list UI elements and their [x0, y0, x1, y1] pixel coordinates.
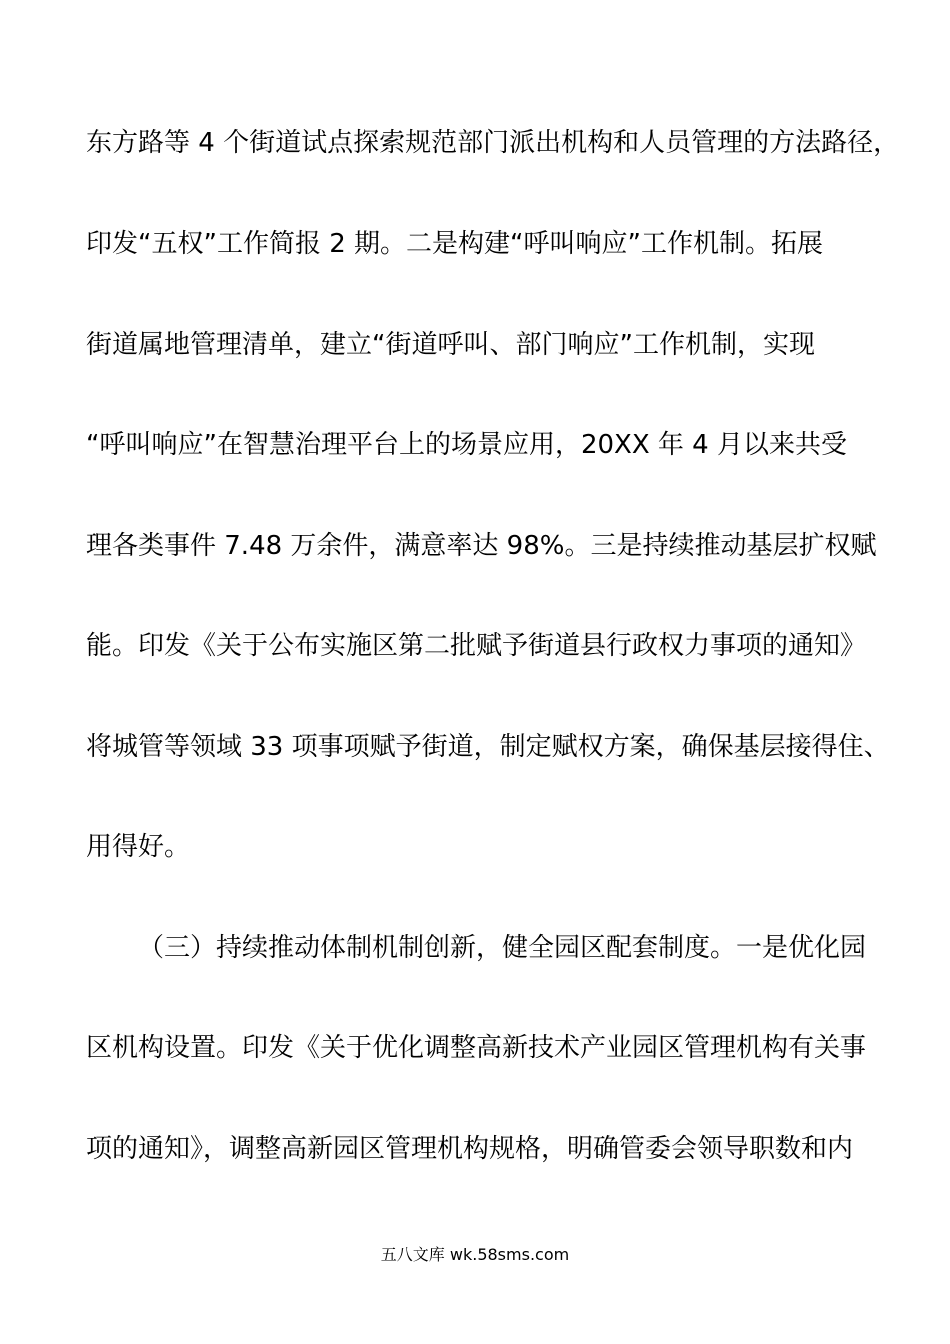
body-text-line: 能。印发《关于公布实施区第二批赋予街道县行政权力事项的通知》: [86, 631, 867, 661]
body-text-line: 东方路等 4 个街道试点探索规范部门派出机构和人员管理的方法路径，: [86, 128, 900, 158]
body-text-line: 街道属地管理清单，建立“街道呼叫、部门响应”工作机制，实现: [86, 330, 815, 360]
body-text-line: 印发“五权”工作简报 2 期。二是构建“呼叫响应”工作机制。拓展: [86, 229, 823, 259]
section-heading-line: （三）持续推动体制机制创新，健全园区配套制度。一是优化园: [138, 933, 867, 963]
body-text-line: 项的通知》，调整高新园区管理机构规格，明确管委会领导职数和内: [86, 1134, 854, 1164]
body-text-line: “呼叫响应”在智慧治理平台上的场景应用，20XX 年 4 月以来共受: [86, 430, 847, 460]
footer-watermark: 五八文库 wk.58sms.com: [380, 1245, 570, 1264]
body-text-line: 将城管等领域 33 项事项赋予街道，制定赋权方案，确保基层接得住、: [86, 732, 890, 762]
body-text-line: 理各类事件 7.48 万余件，满意率达 98%。三是持续推动基层扩权赋: [86, 531, 877, 561]
body-text-line: 区机构设置。印发《关于优化调整高新技术产业园区管理机构有关事: [86, 1033, 867, 1063]
body-text-line: 用得好。: [86, 832, 191, 862]
